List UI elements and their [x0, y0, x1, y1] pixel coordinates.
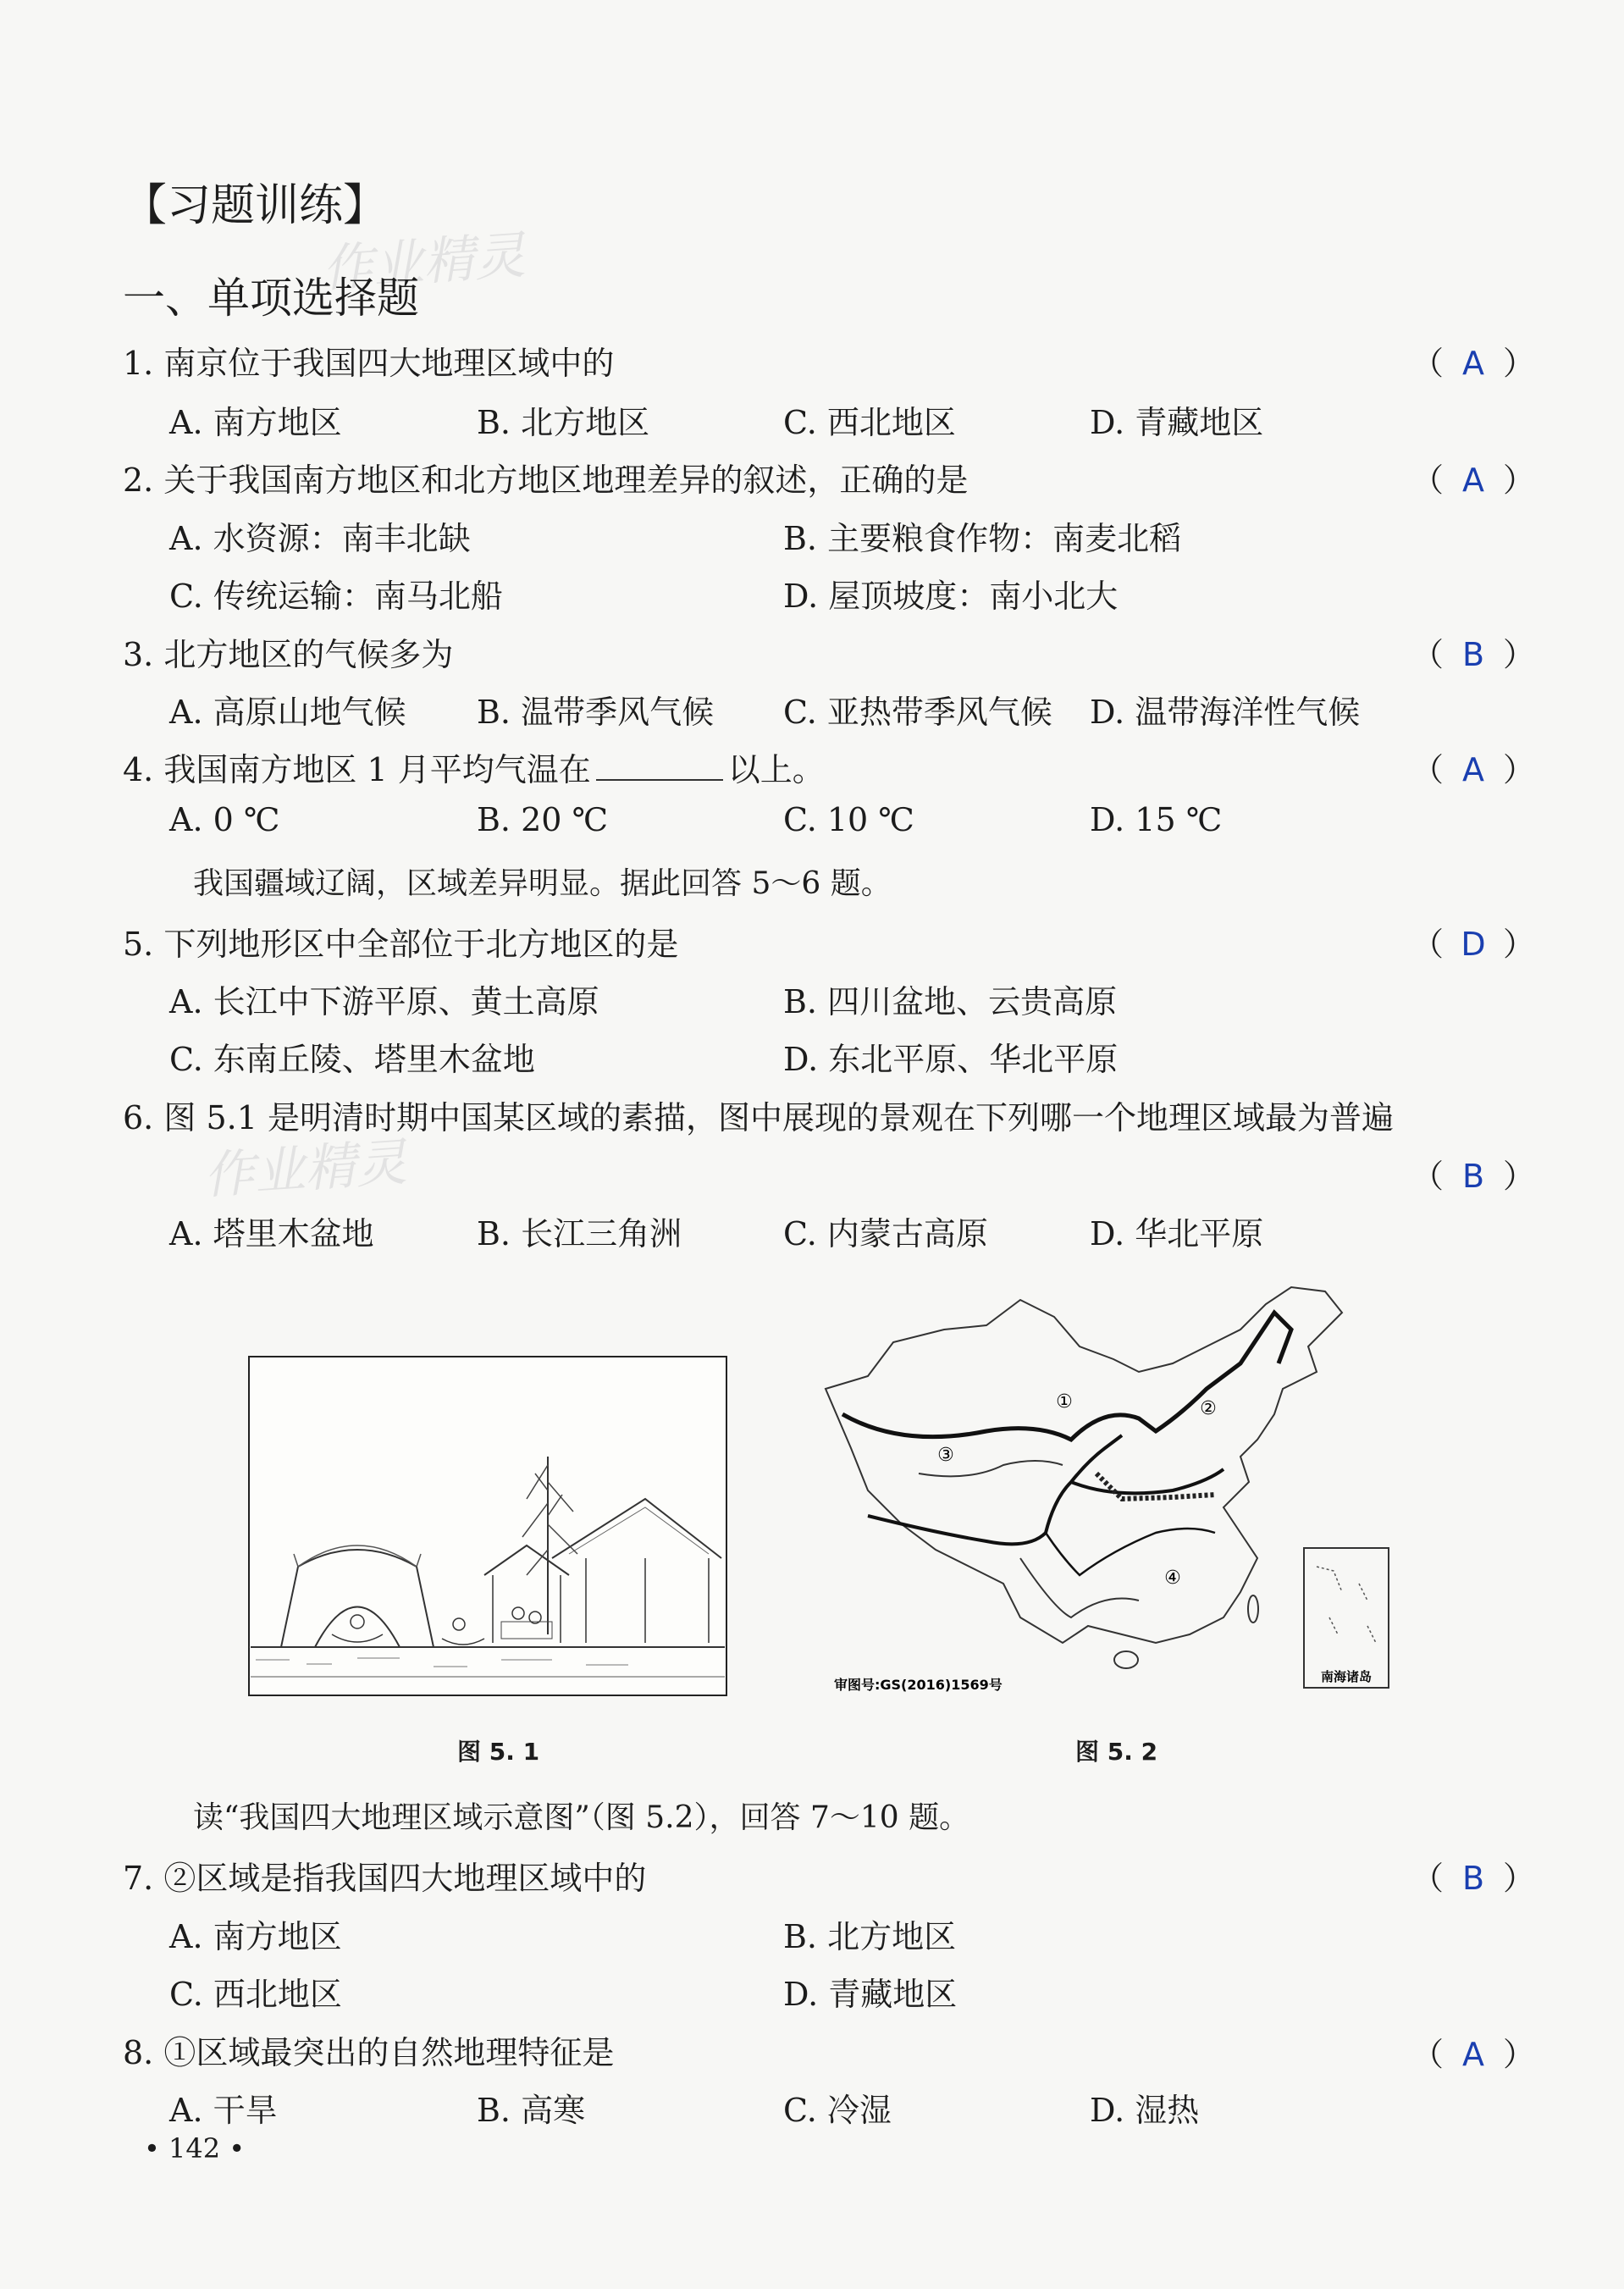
- question-7-answer: （ B ）: [1411, 1860, 1536, 1897]
- option: A. 南方地区: [169, 1918, 342, 1955]
- question-4-stem: [123, 744, 825, 790]
- option: B. 温带季风气候: [477, 694, 715, 731]
- question-number: 7.: [123, 1860, 154, 1897]
- answer-letter: B: [1461, 1860, 1485, 1897]
- question-text-after: 以上。: [727, 751, 825, 788]
- option: A. 水资源：南丰北缺: [169, 520, 471, 557]
- option: A. 高原山地气候: [169, 694, 406, 731]
- option: C. 传统运输：南马北船: [169, 578, 503, 615]
- option: C. 内蒙古高原: [783, 1215, 988, 1252]
- option: D. 青藏地区: [783, 1976, 958, 2013]
- option: D. 15 ℃: [1090, 801, 1223, 838]
- option: C. 西北地区: [169, 1976, 342, 2013]
- option: C. 10 ℃: [783, 801, 914, 838]
- option: B. 长江三角洲: [477, 1215, 682, 1252]
- region-marker-2: ②: [1200, 1398, 1217, 1419]
- question-5-stem: [123, 918, 678, 965]
- question-number: 2.: [123, 462, 154, 499]
- option: A. 长江中下游平原、黄土高原: [169, 983, 599, 1020]
- question-text: 南京位于我国四大地理区域中的: [163, 345, 615, 382]
- answer-letter: A: [1462, 2036, 1485, 2073]
- watermark-text: 作业精灵: [320, 225, 528, 300]
- question-1-stem: [123, 337, 614, 384]
- answer-letter: A: [1462, 751, 1485, 788]
- option: B. 北方地区: [477, 404, 650, 441]
- section-header: 【习题训练】: [123, 180, 388, 231]
- option: B. 20 ℃: [477, 801, 609, 838]
- answer-letter: B: [1461, 1158, 1485, 1195]
- question-8-answer: （ A ）: [1411, 2036, 1536, 2073]
- watermark-text: 作业精灵: [202, 1132, 409, 1207]
- map-approval-number: 审图号:GS(2016)1569号: [834, 1677, 1003, 1693]
- option: A. 干旱: [169, 2092, 278, 2129]
- option: D. 东北平原、华北平原: [783, 1041, 1119, 1078]
- answer-letter: D: [1461, 926, 1486, 963]
- page-number: • 142 •: [144, 2132, 246, 2165]
- option: D. 湿热: [1090, 2092, 1200, 2129]
- question-text: ②区域是指我国四大地理区域中的: [163, 1860, 647, 1897]
- option: B. 主要粮食作物：南麦北稻: [783, 520, 1182, 557]
- question-number: 1.: [123, 345, 154, 382]
- answer-letter: A: [1462, 462, 1485, 499]
- option: C. 西北地区: [783, 404, 956, 441]
- option: A. 0 ℃: [169, 801, 280, 838]
- option: A. 塔里木盆地: [169, 1215, 374, 1252]
- question-7-stem: [123, 1852, 646, 1899]
- region-marker-1: ①: [1056, 1391, 1073, 1413]
- section-title: 一、单项选择题: [123, 274, 419, 323]
- question-text: 图 5.1 是明清时期中国某区域的素描，图中展现的景观在下列哪一个地理区域最为普遍: [163, 1099, 1394, 1136]
- option: A. 南方地区: [169, 404, 342, 441]
- question-number: 5.: [123, 926, 154, 963]
- lead-text-5-6: 我国疆域辽阔，区域差异明显。据此回答 5～6 题。: [193, 866, 892, 901]
- option: D. 青藏地区: [1090, 404, 1264, 441]
- fill-blank: [596, 754, 723, 781]
- question-text: 北方地区的气候多为: [163, 636, 454, 673]
- option: B. 高寒: [477, 2092, 586, 2129]
- question-1-answer: （ A ）: [1411, 345, 1536, 382]
- question-number: 3.: [123, 636, 154, 673]
- option: B. 四川盆地、云贵高原: [783, 983, 1118, 1020]
- figure-5-2-map: [817, 1279, 1401, 1702]
- question-3-stem: [123, 628, 453, 675]
- figure-5-2-caption: 图 5. 2: [1075, 1738, 1158, 1766]
- question-8-stem: [123, 2026, 614, 2073]
- option: D. 温带海洋性气候: [1090, 694, 1361, 731]
- figure-5-1-sketch: [247, 1355, 728, 1702]
- question-3-answer: （ B ）: [1411, 636, 1536, 673]
- option: C. 冷湿: [783, 2092, 892, 2129]
- region-marker-4: ④: [1164, 1567, 1181, 1589]
- question-2-stem: [123, 454, 968, 500]
- region-marker-3: ③: [937, 1445, 954, 1466]
- question-6-answer: （ B ）: [1411, 1158, 1536, 1195]
- question-4-answer: （ A ）: [1411, 751, 1536, 788]
- question-text: 关于我国南方地区和北方地区地理差异的叙述，正确的是: [163, 462, 969, 499]
- option: B. 北方地区: [783, 1918, 957, 1955]
- question-number: 8.: [123, 2034, 154, 2071]
- answer-letter: B: [1461, 636, 1485, 673]
- inset-label: 南海诸岛: [1320, 1669, 1373, 1684]
- question-2-answer: （ A ）: [1411, 462, 1536, 499]
- option: C. 亚热带季风气候: [783, 694, 1052, 731]
- answer-letter: A: [1462, 345, 1485, 382]
- question-text: 下列地形区中全部位于北方地区的是: [163, 926, 679, 963]
- question-text: 我国南方地区 1 月平均气温在: [163, 751, 591, 788]
- question-number: 4.: [123, 751, 154, 788]
- question-text: ①区域最突出的自然地理特征是: [163, 2034, 615, 2071]
- lead-text-7-10: 读“我国四大地理区域示意图”（图 5.2），回答 7～10 题。: [193, 1800, 970, 1835]
- question-number: 6.: [123, 1099, 154, 1136]
- figure-5-1-caption: 图 5. 1: [457, 1738, 540, 1766]
- question-5-answer: （ D ）: [1411, 926, 1536, 963]
- option: D. 屋顶坡度：南小北大: [783, 578, 1119, 615]
- option: D. 华北平原: [1090, 1215, 1264, 1252]
- option: C. 东南丘陵、塔里木盆地: [169, 1041, 535, 1078]
